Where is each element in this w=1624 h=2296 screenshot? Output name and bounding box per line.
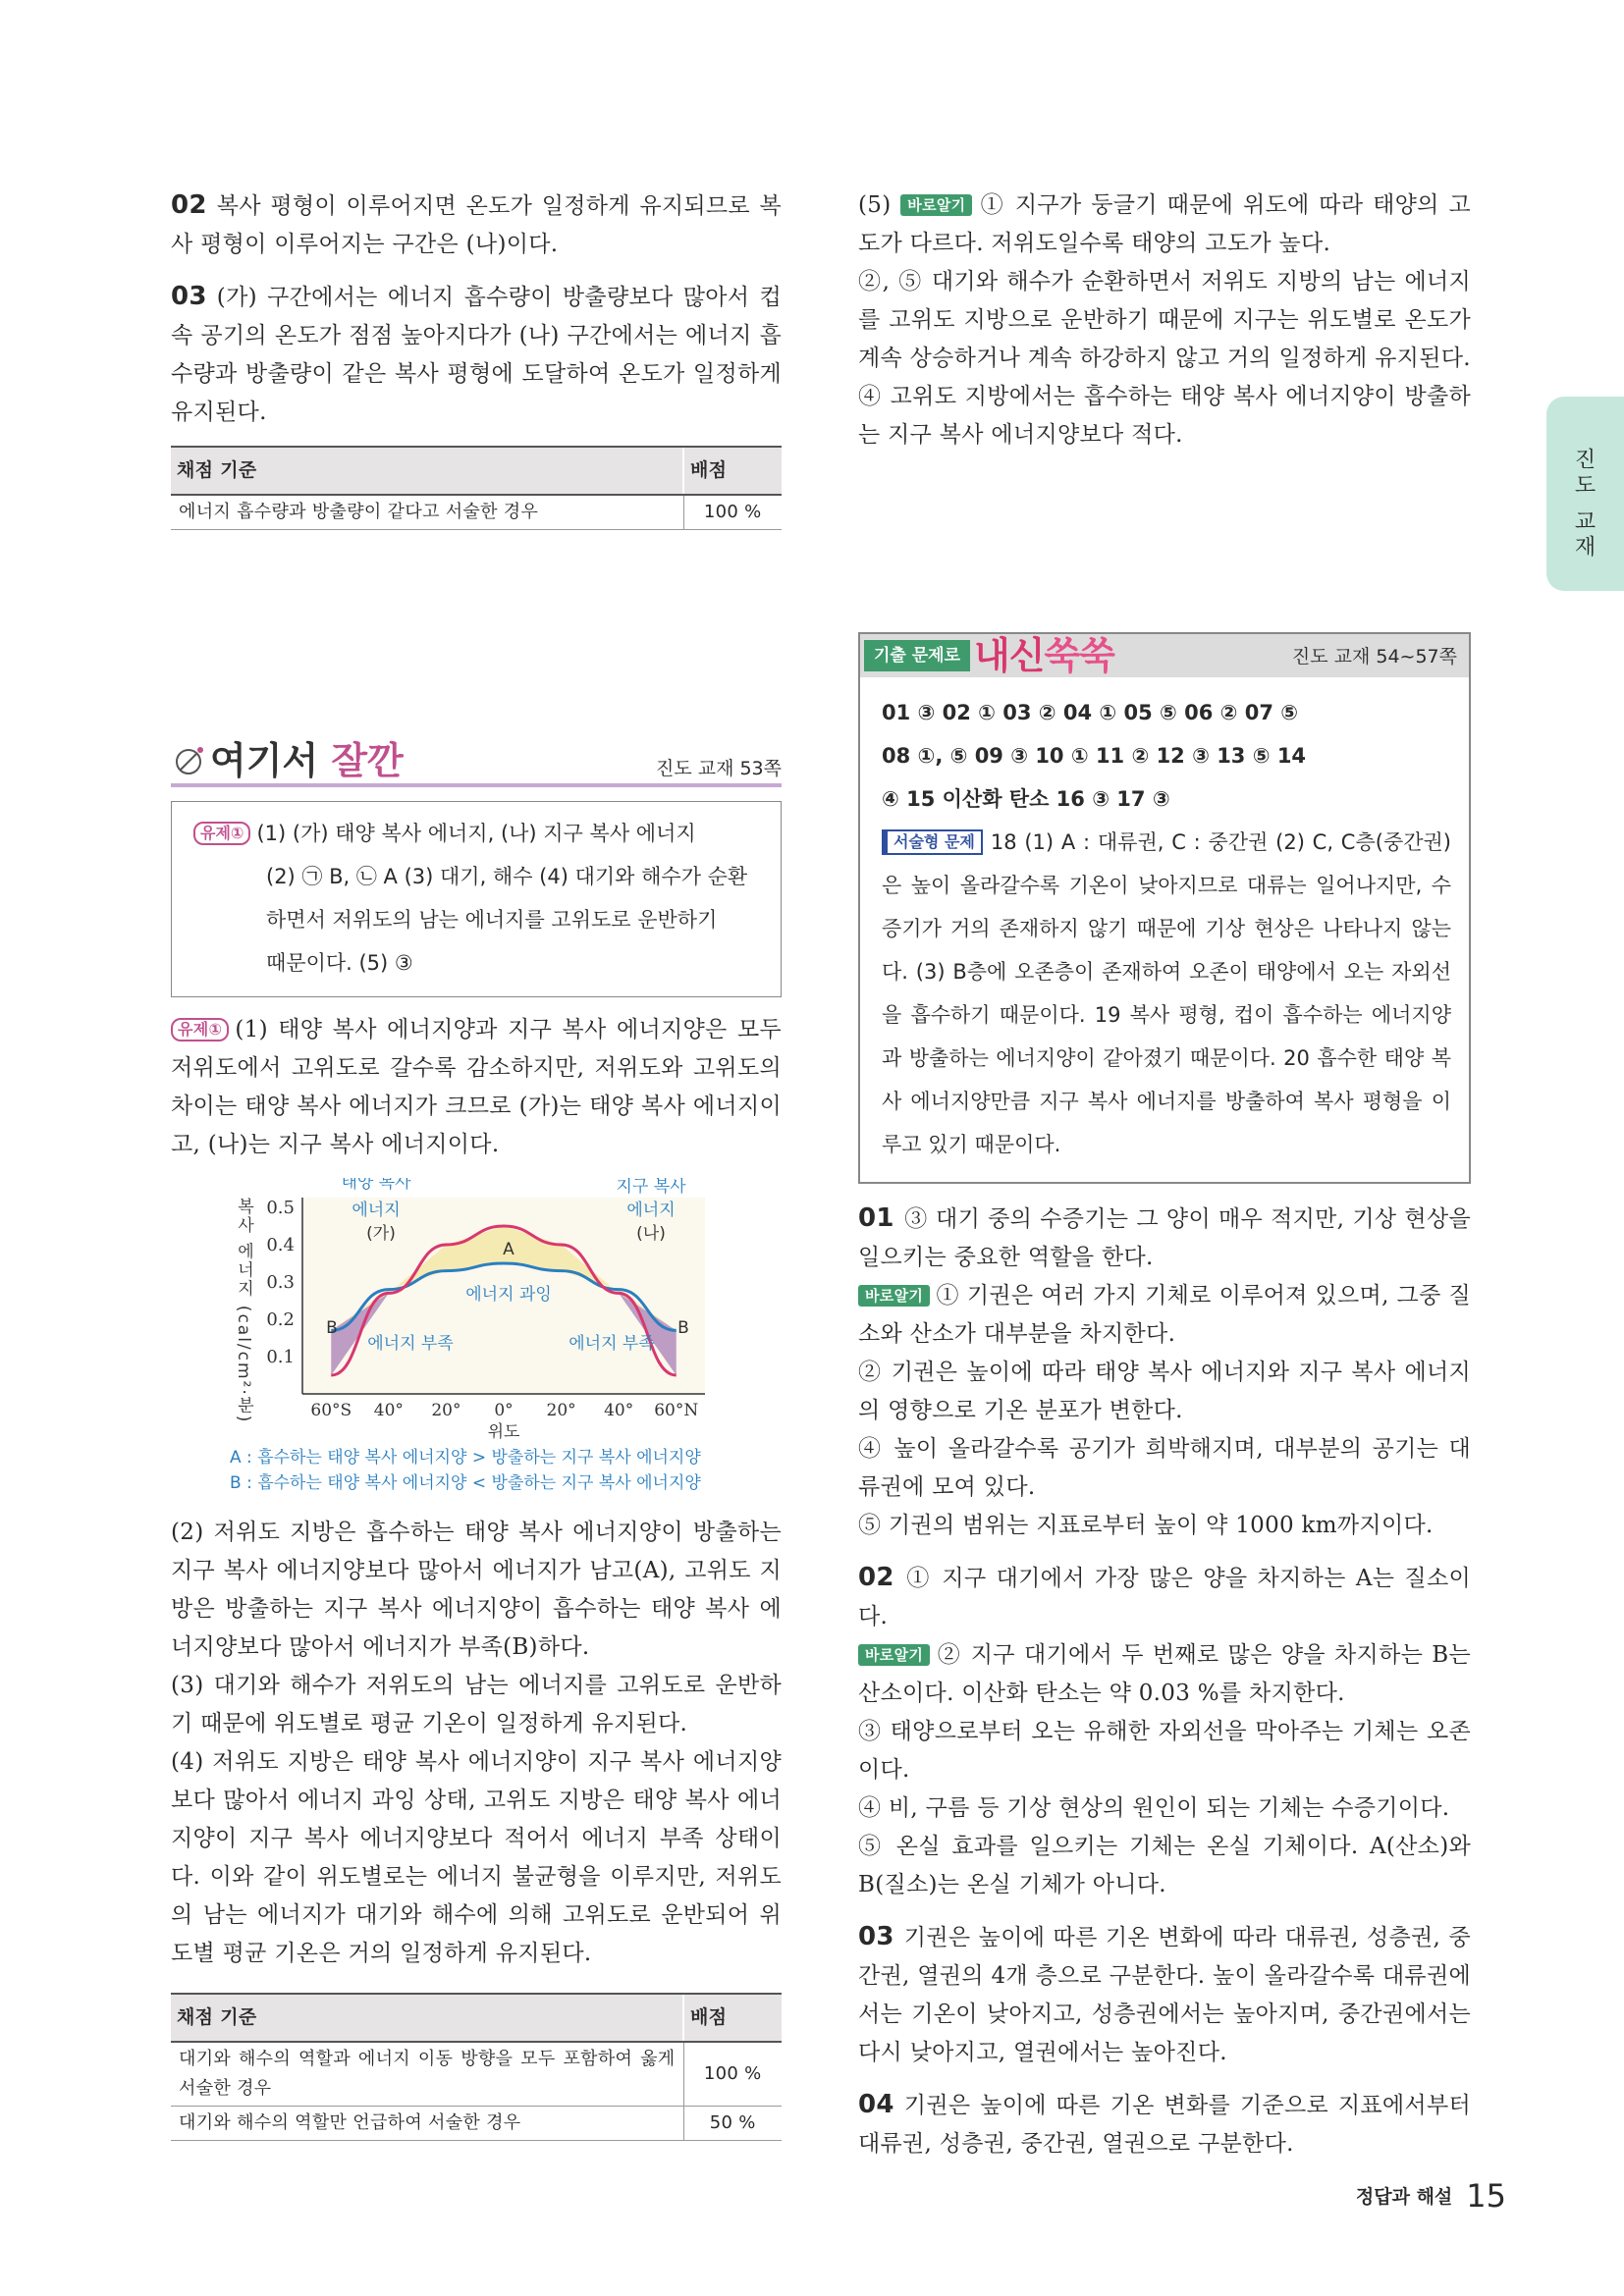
table-cell-criteria: 대기와 해수의 역할과 에너지 이동 방향을 모두 포함하여 옳게 서술한 경우 [171, 2042, 683, 2107]
table-header-score: 배점 [683, 447, 782, 495]
answer-5 [858, 187, 1471, 263]
legend-b: B : 흡수하는 태양 복사 에너지양 < 방출하는 지구 복사 에너지양 [230, 1473, 701, 1493]
yuje-exp-text: (1) 태양 복사 에너지양과 지구 복사 에너지양은 모두 저위도에서 고위도로 갈수록 감소하지만, 저위도와 고위도의 차이는 태양 복사 에너지가 크므로 (가)는 태양 복사 에너지이고, (나)는 지구 복사 에너지이다. [171, 1017, 782, 1157]
answer-02b [858, 1559, 1471, 1904]
x-tick-label: 0° [494, 1401, 514, 1420]
essay-badge: 서술형 문제 [882, 829, 983, 855]
item-text: ②, ⑤ 대기와 해수가 순환하면서 저위도 지방의 남는 에너지를 고위도 지방으로 운반하기 때문에 지구는 위도별로 온도가 계속 상승하거나 계속 하강하지 않고 거의 일정하게 유지된다. [858, 269, 1471, 371]
ans-line [858, 1200, 1471, 1277]
box-text-4: 때문이다. (5) ③ [266, 951, 413, 975]
item-text: 기권은 높이에 따른 기온 변화에 따라 대류권, 성층권, 중간권, 열권의 4개 층으로 구분한다. 높이 올라갈수록 대류권에서는 기온이 낮아지고, 성층권에서는 높아지며, 중간권에서는 다시 낮아지고, 열권에서는 높아진다. [858, 1925, 1471, 2065]
essay-text: 18 (1) A : 대류권, C : 중간권 (2) C, C층(중간권)은 높이 올라갈수록 기온이 낮아지므로 대류는 일어나지만, 수증기가 거의 존재하지 않기 때문에 기상 현상은 나타나지 않는다. (3) B층에 오존층이 존재하여 오존이 태양에서 오는 자외선을 흡수하기 때문이다. 19 복사 평형, 컵이 흡수하는 에너지양과 방출하는 에너지양이 같아졌기 때문이다. 20 흡수한 태양 복사 에너지양만큼 지구 복사 에너지를 방출하여 복사 평형을 이루고 있기 때문이다. [882, 830, 1451, 1156]
item-text: ② 지구 대기에서 두 번째로 많은 양을 차지하는 B는 산소이다. 이산화 탄소는 약 0.03 %를 차지한다. [858, 1642, 1471, 1706]
table-cell-score: 100 % [683, 2042, 782, 2107]
x-axis-label: 위도 [487, 1422, 520, 1442]
table-row [171, 495, 782, 530]
scoring-table-1 [171, 446, 782, 530]
left-top-section [171, 187, 782, 530]
ans-line [858, 1277, 1471, 1354]
left-bottom-section [171, 1514, 782, 2141]
item-text: ④ 고위도 지방에서는 흡수하는 태양 복사 에너지양이 방출하는 지구 복사 에너지양보다 적다. [858, 384, 1471, 448]
label-B-right: B [677, 1318, 689, 1338]
ga-label: (가) [366, 1224, 396, 1244]
question-number: 02 [171, 190, 207, 220]
x-tick-label: 20° [546, 1401, 576, 1420]
answer-03 [171, 278, 782, 432]
item-number: (5) [858, 192, 901, 218]
naesin-answers [882, 691, 1451, 1166]
table-cell-score: 50 % [683, 2107, 782, 2141]
x-tick-label: 40° [604, 1401, 634, 1420]
yeogi-divider [171, 783, 782, 787]
item-text: ③ 태양으로부터 오는 유해한 자외선을 막아주는 기체는 오존이다. [858, 1719, 1471, 1783]
satellite-icon [171, 740, 210, 779]
answer-02 [171, 187, 782, 264]
yuje-badge: 유제① [193, 822, 250, 845]
naesin-tag: 기출 문제로 [864, 640, 970, 671]
x-tick-label: 40° [373, 1401, 404, 1420]
answer-text: (가) 구간에서는 에너지 흡수량이 방출량보다 많아서 컵 속 공기의 온도가 점점 높아지다가 (나) 구간에서는 에너지 흡수량과 방출량이 같은 복사 평형에 도달하여 온도가 일정하게 유지된다. [171, 285, 782, 425]
yuje-explanation [171, 1011, 782, 1164]
yeogi-answer-box [171, 801, 782, 997]
question-number: 03 [171, 282, 207, 311]
answer-row: ④ 15 이산화 탄소 16 ③ 17 ③ [882, 787, 1170, 811]
yuje-exp-4: (4) 저위도 지방은 태양 복사 에너지양이 지구 복사 에너지양보다 많아서 에너지 과잉 상태, 고위도 지방은 태양 복사 에너지양이 지구 복사 에너지양보다 적어서 에너지 부족 상태이다. 이와 같이 위도별로는 에너지 불균형을 이루지만, 저위도의 남는 에너지가 대기와 해수에 의해 고위도로 운반되어 위도별 평균 기온은 거의 일정하게 유지된다. [171, 1749, 782, 1966]
baro-badge: 바로알기 [858, 1285, 930, 1307]
naesin-box [858, 632, 1471, 1184]
scoring-table-2 [171, 1993, 782, 2141]
box-text-2: (2) ㉠ B, ㉡ A (3) 대기, 해수 (4) 대기와 해수가 순환 [266, 865, 748, 888]
item-text: ① 기권은 여러 가지 기체로 이루어져 있으며, 그중 질소와 산소가 대부분을 차지한다. [858, 1283, 1471, 1347]
chart-legend [230, 1445, 701, 1496]
y-tick-label: 0.2 [266, 1309, 295, 1330]
ans-line [858, 1636, 1471, 1713]
solar-label: 태양 복사 [341, 1178, 411, 1193]
footer-label: 정답과 해설 [1355, 2186, 1453, 2208]
label-A: A [503, 1240, 514, 1259]
yuje-exp-2: (2) 저위도 지방은 흡수하는 태양 복사 에너지양이 방출하는 지구 복사 에너지양보다 많아서 에너지가 남고(A), 고위도 지방은 방출하는 지구 복사 에너지양이 흡수하는 태양 복사 에너지양보다 많아서 에너지가 부족(B)하다. [171, 1520, 782, 1660]
yeogi-title-b: 잘깐 [331, 739, 404, 782]
deficit-label-right: 에너지 부족 [568, 1334, 655, 1354]
box-text-1: (1) (가) 태양 복사 에너지, (나) 지구 복사 에너지 [256, 822, 696, 845]
item-text: ④ 비, 구름 등 기상 현상의 원인이 되는 기체는 수증기이다. [858, 1795, 1450, 1821]
label-B-left: B [326, 1318, 338, 1338]
naesin-page-ref: 진도 교재 54~57쪽 [1291, 646, 1457, 667]
x-tick-label: 60°N [654, 1401, 699, 1420]
deficit-label-left: 에너지 부족 [367, 1334, 454, 1354]
naesin-logo [974, 634, 1114, 677]
box-line-1 [193, 812, 767, 855]
page-footer [1356, 2177, 1506, 2215]
legend-a: A : 흡수하는 태양 복사 에너지양 > 방출하는 지구 복사 에너지양 [230, 1448, 701, 1468]
item-text: 기권은 높이에 따른 기온 변화를 기준으로 지표에서부터 대류권, 성층권, 중간권, 열권으로 구분한다. [858, 2093, 1471, 2157]
yuje-exp-1 [171, 1011, 782, 1164]
right-bottom-section [858, 1200, 1471, 2177]
logo-b: 쑥쑥 [1044, 634, 1114, 677]
table-row [171, 2042, 782, 2107]
item-text: ② 기권은 높이에 따라 태양 복사 에너지와 지구 복사 에너지의 영향으로 기온 분포가 변한다. [858, 1360, 1471, 1423]
solar-label-2: 에너지 [352, 1201, 401, 1220]
yuje-exp-3: (3) 대기와 해수가 저위도의 남는 에너지를 고위도로 운반하기 때문에 위도별로 평균 기온이 일정하게 유지된다. [171, 1673, 782, 1736]
y-tick-label: 0.5 [266, 1198, 295, 1218]
baro-badge: 바로알기 [858, 1644, 930, 1666]
right-top-section [858, 187, 1471, 454]
naesin-header [860, 634, 1469, 677]
yeogi-title [171, 730, 404, 784]
question-number: 02 [858, 1563, 894, 1592]
baro-badge: 바로알기 [900, 194, 972, 216]
answer-01 [858, 1200, 1471, 1545]
yeogi-page-ref: 진도 교재 53쪽 [655, 758, 782, 779]
item-text: ① 지구 대기에서 가장 많은 양을 차지하는 A는 질소이다. [858, 1566, 1471, 1629]
item-text: ⑤ 온실 효과를 일으키는 기체는 온실 기체이다. A(산소)와 B(질소)는 온실 기체가 아니다. [858, 1834, 1471, 1897]
answer-03b [858, 1918, 1471, 2072]
yeogi-header [171, 730, 782, 789]
table-cell-criteria: 대기와 해수의 역할만 언급하여 서술한 경우 [171, 2107, 683, 2141]
y-tick-label: 0.3 [266, 1272, 295, 1293]
side-tab-label: 진도 교재 [1571, 448, 1596, 561]
table-cell-criteria: 에너지 흡수량과 방출량이 같다고 서술한 경우 [171, 495, 683, 530]
answer-row: 01 ③ 02 ① 03 ② 04 ① 05 ⑤ 06 ② 07 ⑤ [882, 701, 1299, 724]
y-axis-label: 복사 에너지 (cal/cm²·분) [234, 1198, 253, 1424]
item-text: ① 지구가 둥글기 때문에 위도에 따라 태양의 고도가 다르다. 저위도일수록 태양의 고도가 높다. [858, 192, 1471, 256]
ans-line [858, 1559, 1471, 1636]
x-tick-label: 60°S [310, 1401, 352, 1420]
box-text-3: 하면서 저위도의 남는 에너지를 고위도로 운반하기 [266, 908, 718, 932]
answer-row: 08 ①, ⑤ 09 ③ 10 ① 11 ② 12 ③ 13 ⑤ 14 [882, 744, 1307, 768]
yuje-badge: 유제① [171, 1018, 229, 1041]
y-tick-label: 0.1 [266, 1347, 295, 1367]
item-text: ④ 높이 올라갈수록 공기가 희박해지며, 대부분의 공기는 대류권에 모여 있다. [858, 1436, 1471, 1500]
table-header-score: 배점 [683, 1994, 782, 2042]
item-text: ⑤ 기권의 범위는 지표로부터 높이 약 1000 km까지이다. [858, 1513, 1434, 1538]
x-tick-label: 20° [431, 1401, 461, 1420]
na-label: (나) [636, 1224, 666, 1244]
side-tab [1546, 397, 1624, 591]
earth-label: 지구 복사 [616, 1178, 686, 1197]
table-header-criteria: 채점 기준 [171, 447, 683, 495]
essay-answers [882, 821, 1451, 1166]
question-number: 03 [858, 1922, 894, 1951]
answer-text: 복사 평형이 이루어지면 온도가 일정하게 유지되므로 복사 평형이 이루어지는 구간은 (나)이다. [171, 193, 782, 257]
question-number: 01 [858, 1203, 894, 1233]
yeogi-title-a: 여기서 [210, 739, 332, 782]
answer-04b [858, 2086, 1471, 2163]
surplus-label: 에너지 과잉 [465, 1285, 552, 1305]
table-row [171, 2107, 782, 2141]
logo-a: 내신 [974, 634, 1045, 677]
y-tick-label: 0.4 [266, 1235, 295, 1255]
earth-label-2: 에너지 [626, 1201, 676, 1220]
table-cell-score: 100 % [683, 495, 782, 530]
question-number: 04 [858, 2090, 894, 2119]
table-header-criteria: 채점 기준 [171, 1994, 683, 2042]
item-text: ③ 대기 중의 수증기는 그 양이 매우 적지만, 기상 현상을 일으키는 중요한 역할을 한다. [858, 1206, 1471, 1270]
page-number: 15 [1466, 2177, 1506, 2215]
